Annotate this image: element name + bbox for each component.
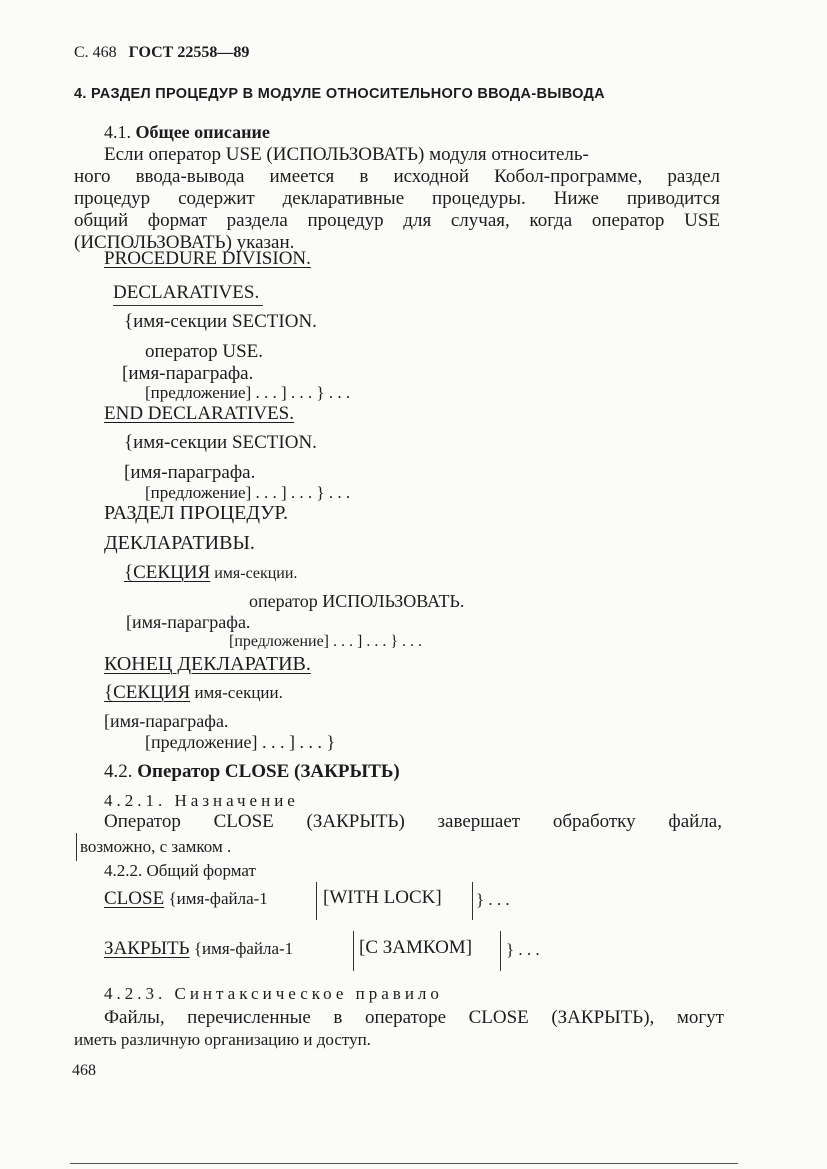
option-bar-right: [500, 931, 501, 971]
paragraph-line: общий формат раздела процедур для случая, когда оператор USE: [74, 210, 720, 231]
sentence-line: [предложение] . . . ] . . . } . . .: [229, 633, 423, 650]
paragraph-name-line: [имя-параграфа.: [122, 363, 254, 384]
section-name: имя-секции.: [190, 683, 283, 702]
option-bar-left: [316, 882, 317, 920]
paragraph-line: Файлы, перечисленные в операторе CLOSE (ЗАКРЫТЬ), могут: [104, 1007, 724, 1028]
section-title: 4. РАЗДЕЛ ПРОЦЕДУР В МОДУЛЕ ОТНОСИТЕЛЬНОГО ВВОДА-ВЫВОДА: [74, 86, 605, 102]
repeat-marker: } . . .: [476, 890, 510, 909]
section-keyword: {СЕКЦИЯ: [104, 682, 191, 703]
close-keyword: CLOSE: [104, 888, 165, 909]
standard-code: ГОСТ 22558—89: [128, 44, 250, 61]
subsection-heading-4-2-1: 4.2.1. Назначение: [104, 791, 299, 810]
use-ru-line: оператор ИСПОЛЬЗОВАТЬ.: [249, 591, 465, 611]
sentence-line: [предложение] . . . ] . . . } . . .: [145, 383, 351, 402]
heading-number: 4.2.: [104, 761, 133, 782]
subsection-heading-4-2: [104, 762, 400, 781]
paragraph-line: (ИСПОЛЬЗОВАТЬ) указан.: [74, 232, 295, 253]
declaratives-line: DECLARATIVES.: [113, 282, 260, 303]
with-lock-ru-option: [С ЗАМКОМ]: [359, 937, 473, 958]
section-ru-line: [104, 683, 283, 702]
page-header: [74, 45, 249, 61]
repeat-marker: } . . .: [506, 940, 540, 959]
paragraph-name-line: [имя-параграфа.: [124, 462, 256, 483]
margin-mark: [76, 833, 77, 861]
option-bar-right: [472, 882, 473, 920]
with-lock-option: [WITH LOCK]: [323, 887, 442, 908]
file-name: {имя-файла-1: [189, 939, 294, 958]
bottom-edge-rule: [70, 1163, 738, 1164]
sentence-line: [предложение] . . . ] . . . } . . .: [145, 483, 351, 502]
end-declaratives-line: END DECLARATIVES.: [104, 403, 294, 424]
subsection-heading-4-2-3: 4.2.3. Синтаксическое правило: [104, 984, 443, 1003]
procedure-division-line: PROCEDURE DIVISION.: [104, 248, 311, 269]
page-number: 468: [72, 1062, 96, 1079]
subsection-heading-4-1: [104, 123, 270, 141]
option-bar-left: [353, 931, 354, 971]
close-format-en: [104, 889, 268, 908]
heading-number: 4.1.: [104, 122, 131, 142]
end-declaratives-ru-line: КОНЕЦ ДЕКЛАРАТИВ.: [104, 653, 311, 675]
paragraph-name-line: [имя-параграфа.: [126, 612, 251, 632]
declaratives-ru-line: ДЕКЛАРАТИВЫ.: [104, 532, 255, 554]
paragraph-line: Если оператор USE (ИСПОЛЬЗОВАТЬ) модуля относитель-: [104, 144, 589, 165]
heading-text: Оператор CLOSE (ЗАКРЫТЬ): [137, 761, 400, 782]
section-line: {имя-секции SECTION.: [124, 432, 317, 453]
close-format-ru: [104, 939, 293, 958]
paragraph-line: процедур содержит декларативные процедуры. Ниже приводится: [74, 188, 720, 209]
paragraph-line: Оператор CLOSE (ЗАКРЫТЬ) завершает обработку файла,: [104, 811, 722, 832]
page-ref: С. 468: [74, 44, 117, 61]
paragraph-line: ного ввода-вывода имеется в исходной Кобол-программе, раздел: [74, 166, 720, 187]
section-keyword: {СЕКЦИЯ: [124, 562, 211, 583]
section-ru-line: [124, 563, 297, 582]
section-name: имя-секции.: [210, 565, 298, 582]
section-line: {имя-секции SECTION.: [124, 311, 317, 332]
procedure-division-ru-line: РАЗДЕЛ ПРОЦЕДУР.: [104, 502, 289, 524]
underline-rule: [113, 305, 263, 306]
heading-text: Общее описание: [135, 122, 270, 142]
paragraph-name-line: [имя-параграфа.: [104, 711, 229, 731]
use-line: оператор USE.: [145, 341, 263, 362]
subsection-heading-4-2-2: 4.2.2. Общий формат: [104, 861, 256, 880]
paragraph-line: иметь различную организацию и доступ.: [74, 1030, 371, 1049]
sentence-line: [предложение] . . . ] . . . }: [145, 732, 336, 752]
file-name: {имя-файла-1: [164, 889, 268, 908]
paragraph-line: возможно, с замком .: [80, 837, 232, 856]
close-keyword: ЗАКРЫТЬ: [104, 938, 190, 959]
